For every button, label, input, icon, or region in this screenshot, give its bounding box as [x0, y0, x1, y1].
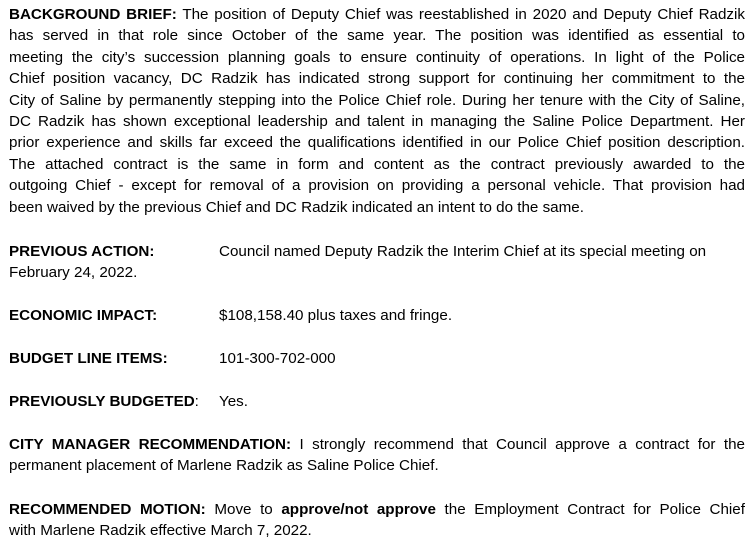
- recommended-motion-text: the Employment Contract for Police Chief: [444, 501, 745, 518]
- previously-budgeted-label: PREVIOUSLY BUDGETED: [9, 393, 195, 410]
- previous-action-value: Council named Deputy Radzik the Interim Chief at its special meeting on: [219, 243, 707, 260]
- city-manager-recommendation-section: [9, 434, 745, 477]
- city-manager-recommendation-line: permanent placement of Marlene Radzik as Saline Police Chief.: [9, 457, 439, 475]
- background-brief-line: has served in that role since October of the same year. The position was identified as essential to: [9, 27, 745, 45]
- background-brief-label: BACKGROUND BRIEF:: [9, 6, 177, 23]
- background-brief-line: DC Radzik has shown exceptional leadership and talent in managing the Saline Police Department. Her: [9, 113, 745, 131]
- recommended-motion-line: [9, 499, 745, 520]
- background-brief-line: meeting the city’s succession planning goals to ensure continuity of operations. In light of the Police: [9, 48, 745, 66]
- previously-budgeted-colon: :: [194, 393, 199, 410]
- background-brief-line: outgoing Chief - except for removal of a provision on providing a personal vehicle. That provision had: [9, 177, 745, 195]
- background-brief-section: [9, 4, 745, 218]
- previously-budgeted-row: [9, 391, 745, 412]
- background-brief-line: The attached contract is the same in form and content as the contract previously awarded to the: [9, 155, 745, 173]
- background-brief-line: City of Saline by permanently stepping into the Police Chief role. During her tenure with the City of Saline,: [9, 91, 745, 109]
- budget-line-items-row: [9, 348, 745, 369]
- background-brief-line: been waived by the previous Chief and DC Radzik indicated an intent to do the same.: [9, 198, 584, 216]
- recommended-motion-text: Move to: [214, 501, 273, 518]
- previously-budgeted-value: Yes.: [219, 393, 248, 410]
- recommended-motion-bold-text: approve/not approve: [281, 501, 436, 518]
- background-brief-line: prior experience and skills far exceed the qualifications identified in our Police Chief position description.: [9, 134, 745, 152]
- recommended-motion-section: [9, 499, 745, 542]
- city-manager-recommendation-text: I strongly recommend that Council approve a contract for the: [299, 436, 745, 453]
- previous-action-section: [9, 241, 745, 284]
- previous-action-row: [9, 241, 745, 262]
- economic-impact-label: ECONOMIC IMPACT:: [9, 307, 158, 324]
- previous-action-value-continued: February 24, 2022.: [9, 264, 138, 282]
- recommended-motion-line: with Marlene Radzik effective March 7, 2022.: [9, 522, 312, 540]
- background-brief-line: [9, 4, 745, 25]
- background-brief-text: The position of Deputy Chief was reestablished in 2020 and Deputy Chief Radzik: [182, 6, 745, 23]
- recommended-motion-label: RECOMMENDED MOTION:: [9, 501, 206, 518]
- background-brief-line: Chief position vacancy, DC Radzik has indicated strong support for continuing her commitment to the: [9, 70, 745, 88]
- previous-action-label: PREVIOUS ACTION:: [9, 243, 155, 260]
- city-manager-recommendation-label: CITY MANAGER RECOMMENDATION:: [9, 436, 292, 453]
- economic-impact-value: $108,158.40 plus taxes and fringe.: [219, 307, 453, 324]
- economic-impact-row: [9, 305, 745, 326]
- budget-line-items-label: BUDGET LINE ITEMS:: [9, 350, 168, 367]
- budget-line-items-value: 101-300-702-000: [219, 350, 336, 367]
- city-manager-recommendation-line: [9, 434, 745, 455]
